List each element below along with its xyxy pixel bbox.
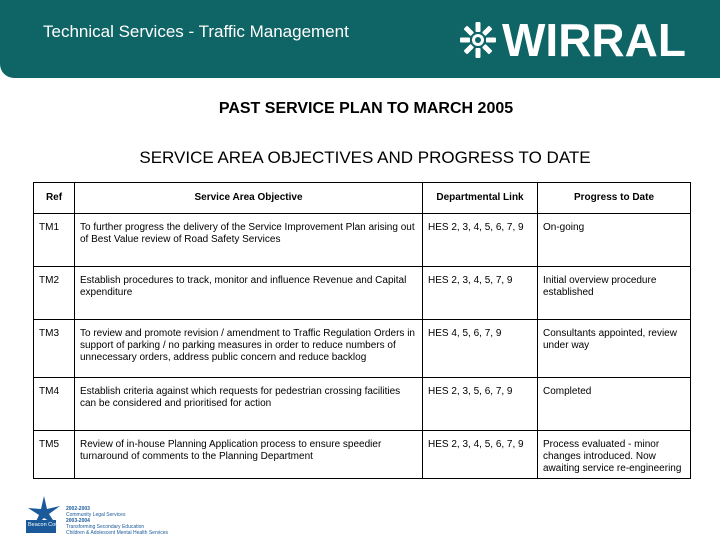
column-header-progress: Progress to Date [538, 183, 691, 214]
cell-link: HES 4, 5, 6, 7, 9 [423, 320, 538, 378]
page-title: PAST SERVICE PLAN TO MARCH 2005 [218, 100, 514, 117]
table-row [34, 320, 691, 378]
cell-progress: Process evaluated - minor changes introduced. Now awaiting service re-engineering [538, 431, 691, 479]
cell-progress: On-going [538, 214, 691, 267]
wirral-logo [456, 14, 686, 66]
table-row [34, 214, 691, 267]
cell-ref: TM4 [34, 378, 75, 431]
footer-line: 2003-2004 [66, 518, 90, 524]
cell-objective: Review of in-house Planning Application process to ensure speedier turnaround of comments to the Planning Department [75, 431, 423, 479]
beacon-badge-text: Beacon Council [28, 522, 64, 528]
table-row [34, 378, 691, 431]
header-bar [0, 0, 720, 78]
cell-link: HES 2, 3, 4, 5, 6, 7, 9 [423, 431, 538, 479]
table-row [34, 431, 691, 479]
cell-progress: Initial overview procedure established [538, 267, 691, 320]
cell-objective: Establish criteria against which requests for pedestrian crossing facilities can be considered and prioritised for action [75, 378, 423, 431]
page-subtitle: SERVICE AREA OBJECTIVES AND PROGRESS TO DATE [139, 148, 591, 167]
footer-line: Children & Adolescent Mental Health Services [66, 530, 168, 536]
cell-progress: Completed [538, 378, 691, 431]
header-title: Technical Services - Traffic Management [43, 22, 349, 41]
table-row [34, 267, 691, 320]
objectives-table [33, 182, 691, 479]
footer-line: 2002-2003 [66, 506, 90, 512]
cell-objective: Establish procedures to track, monitor and influence Revenue and Capital expenditure [75, 267, 423, 320]
cell-link: HES 2, 3, 4, 5, 6, 7, 9 [423, 214, 538, 267]
cell-progress: Consultants appointed, review under way [538, 320, 691, 378]
column-header-ref: Ref [34, 183, 75, 214]
column-header-objective: Service Area Objective [75, 183, 423, 214]
beacon-star-icon [24, 494, 64, 534]
wirral-emblem-icon [456, 18, 500, 62]
beacon-council-logo [24, 494, 64, 534]
cell-ref: TM1 [34, 214, 75, 267]
column-header-link: Departmental Link [423, 183, 538, 214]
cell-ref: TM2 [34, 267, 75, 320]
cell-link: HES 2, 3, 4, 5, 7, 9 [423, 267, 538, 320]
cell-link: HES 2, 3, 5, 6, 7, 9 [423, 378, 538, 431]
footer-awards [66, 506, 168, 536]
cell-objective: To review and promote revision / amendment to Traffic Regulation Orders in support of parking / no parking measures in order to reduce numbers of unnecessary orders, address public concern and reduce backlog [75, 320, 423, 378]
cell-ref: TM5 [34, 431, 75, 479]
table-header-row [34, 183, 691, 214]
cell-objective: To further progress the delivery of the Service Improvement Plan arising out of Best Value review of Road Safety Services [75, 214, 423, 267]
logo-text: WIRRAL [502, 14, 686, 66]
cell-ref: TM3 [34, 320, 75, 378]
footer-line: Community Legal Services [66, 512, 126, 518]
footer-line: Transforming Secondary Education [66, 524, 145, 530]
